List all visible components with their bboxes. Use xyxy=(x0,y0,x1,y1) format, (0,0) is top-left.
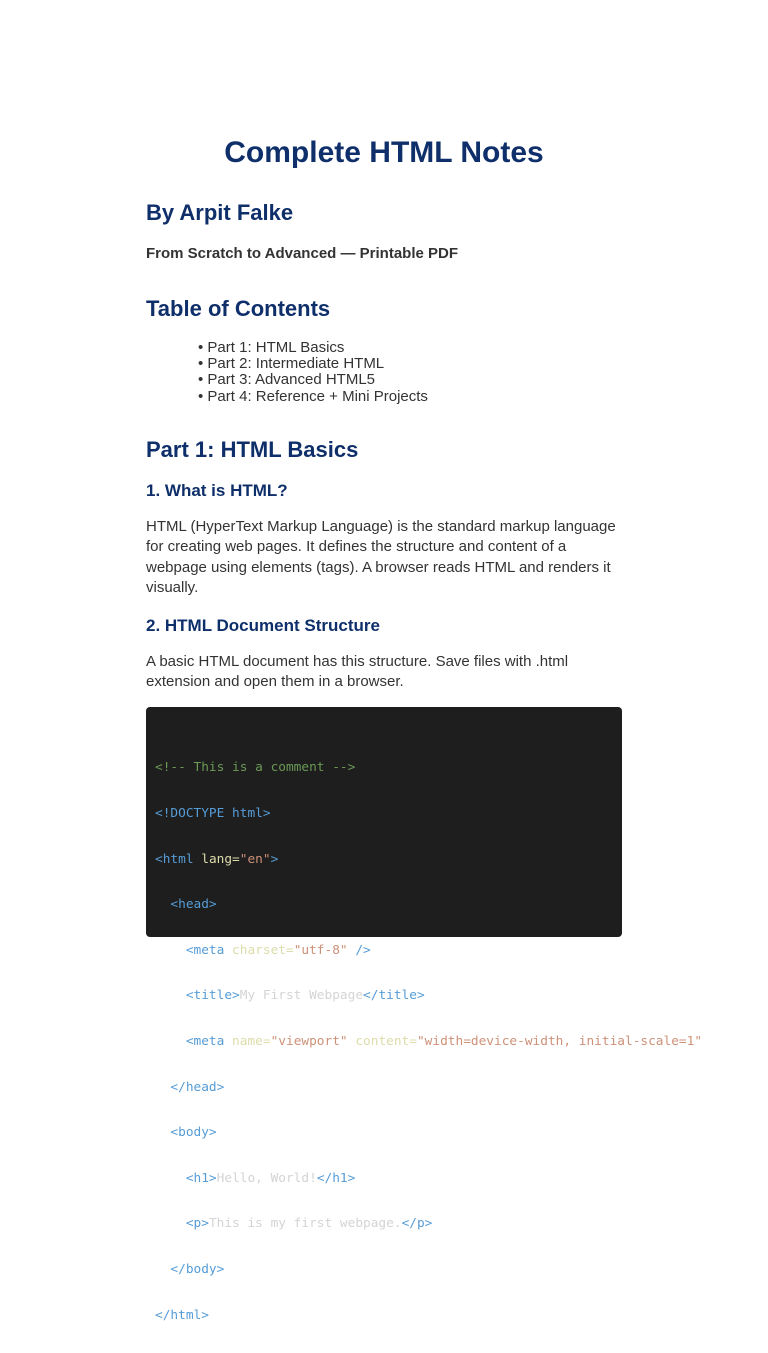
toc-item: • Part 2: Intermediate HTML xyxy=(198,355,385,373)
code-attr: charset= xyxy=(224,942,294,958)
toc-item: • Part 1: HTML Basics xyxy=(198,339,345,356)
code-string: "viewport" xyxy=(270,1033,348,1049)
code-line xyxy=(155,943,760,958)
document-subtitle: From Scratch to Advanced — Printable PDF xyxy=(146,245,459,262)
code-content xyxy=(155,730,760,1353)
code-tag: <p> xyxy=(155,1216,209,1232)
section-paragraph-document-structure: A basic HTML document has this structure. Save files with .html extension and open them in a browser. xyxy=(146,653,569,691)
code-tag: </html> xyxy=(155,1307,209,1323)
part1-heading: Part 1: HTML Basics xyxy=(146,437,359,462)
code-attr: lang= xyxy=(193,851,240,867)
code-tag: </body> xyxy=(155,1261,225,1277)
code-string: "width=device-width, initial-scale=1" xyxy=(416,1033,703,1049)
code-line xyxy=(155,897,760,912)
section-paragraph-what-is-html: HTML (HyperText Markup Language) is the standard markup language for creating web pages. It defines the structure and content of a webpage using elements (tags). A browser reads HTML and renders it visually. xyxy=(146,518,616,597)
toc-item: • Part 3: Advanced HTML5 xyxy=(198,371,376,389)
section-heading-document-structure: 2. HTML Document Structure xyxy=(146,616,380,635)
code-line xyxy=(155,806,760,821)
code-line xyxy=(155,760,760,775)
code-line xyxy=(155,1262,760,1277)
code-string: "utf-8" xyxy=(293,942,348,958)
code-tag: </head> xyxy=(155,1079,225,1095)
toc-list xyxy=(198,340,428,405)
code-line xyxy=(155,1125,760,1140)
section-heading-what-is-html: 1. What is HTML? xyxy=(146,481,288,500)
code-line xyxy=(155,852,760,867)
code-tag: <h1> xyxy=(155,1170,217,1186)
code-tag: <meta xyxy=(155,942,225,958)
code-block xyxy=(146,707,703,1323)
document-title: Complete HTML Notes xyxy=(224,136,544,169)
code-line xyxy=(155,1080,760,1095)
code-tag: </h1> xyxy=(316,1170,356,1186)
code-tag: <html xyxy=(155,851,194,867)
toc-item: • Part 4: Reference + Mini Projects xyxy=(198,387,428,405)
code-tag: </p> xyxy=(401,1216,433,1232)
code-line xyxy=(155,1171,760,1186)
code-text: My First Webpage xyxy=(239,988,364,1004)
code-tag: <title> xyxy=(155,988,240,1004)
author-line: By Arpit Falke xyxy=(146,200,294,225)
code-attr: name= xyxy=(224,1033,271,1049)
code-line xyxy=(155,1034,760,1049)
code-doctype: <!DOCTYPE html> xyxy=(155,806,271,821)
code-tag: > xyxy=(270,851,279,867)
code-text: This is my first webpage. xyxy=(208,1216,402,1232)
code-tag: <body> xyxy=(155,1125,217,1141)
code-line xyxy=(155,1216,760,1231)
code-line xyxy=(155,1308,760,1323)
code-comment: <!-- This is a comment --> xyxy=(155,760,356,776)
code-text: Hello, World! xyxy=(216,1170,317,1186)
code-line xyxy=(155,988,760,1003)
code-string: "en" xyxy=(239,851,271,867)
code-tag: /> xyxy=(347,942,371,958)
code-tag: </title> xyxy=(363,988,425,1004)
code-tag: <head> xyxy=(155,897,217,913)
code-tag: <meta xyxy=(155,1033,225,1049)
code-attr: content= xyxy=(347,1033,417,1049)
toc-heading: Table of Contents xyxy=(146,296,331,321)
